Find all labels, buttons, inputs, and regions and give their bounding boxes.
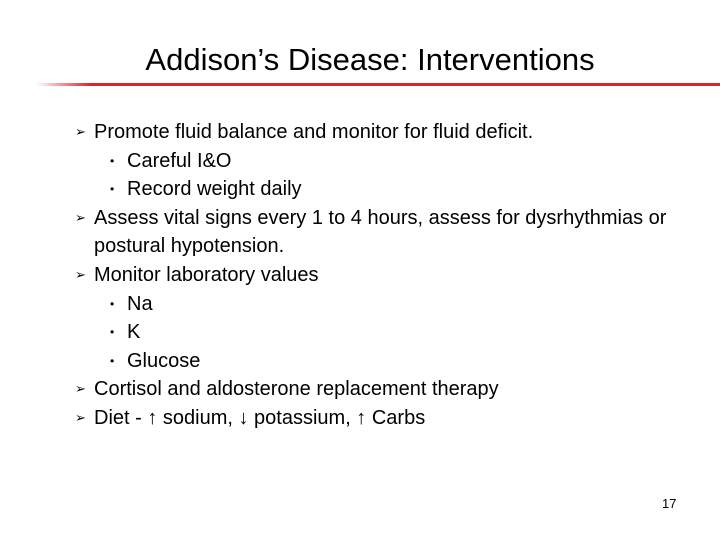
- arrowhead-bullet-icon: ➢: [75, 381, 86, 397]
- bullet-text: Assess vital signs every 1 to 4 hours, assess for dysrhythmias or postural hypotension.: [94, 206, 667, 258]
- dot-bullet-icon: •: [110, 325, 115, 340]
- arrowhead-bullet-icon: ➢: [75, 209, 86, 225]
- bullet-list: [75, 118, 700, 433]
- bullet-text: Cortisol and aldosterone replacement therapy: [94, 378, 499, 401]
- sub-bullet-text: Glucose: [127, 349, 201, 372]
- bullet-text: Diet - ↑ sodium, ↓ potassium, ↑ Carbs: [94, 406, 426, 429]
- sub-bullet-text: Record weight daily: [127, 178, 302, 201]
- bullet-item: [75, 404, 700, 433]
- sub-bullet-text: Na: [127, 292, 153, 315]
- sub-bullet-item: [80, 290, 700, 319]
- sub-bullet-text: K: [127, 321, 141, 344]
- sub-bullet-item: [80, 318, 700, 347]
- arrowhead-bullet-icon: ➢: [75, 409, 86, 425]
- title-underline: [36, 83, 720, 86]
- sub-bullet-item: [80, 347, 700, 376]
- bullet-item: [75, 375, 700, 404]
- arrowhead-bullet-icon: ➢: [75, 266, 86, 282]
- bullet-text: Promote fluid balance and monitor for fluid deficit.: [94, 121, 534, 143]
- sub-bullet-text: Careful I&O: [127, 149, 232, 172]
- sub-bullet-item: [80, 147, 700, 176]
- dot-bullet-icon: •: [110, 353, 115, 368]
- sub-bullet-item: [80, 175, 700, 204]
- slide-title: Addison’s Disease: Interventions: [145, 42, 595, 77]
- bullet-item: [75, 204, 700, 261]
- bullet-item: [75, 118, 700, 147]
- bullet-text: Monitor laboratory values: [94, 263, 319, 286]
- page-number: 17: [662, 496, 677, 511]
- arrowhead-bullet-icon: ➢: [75, 124, 86, 139]
- dot-bullet-icon: •: [110, 153, 115, 168]
- dot-bullet-icon: •: [110, 296, 115, 311]
- dot-bullet-icon: •: [110, 182, 115, 197]
- bullet-item: [75, 261, 700, 290]
